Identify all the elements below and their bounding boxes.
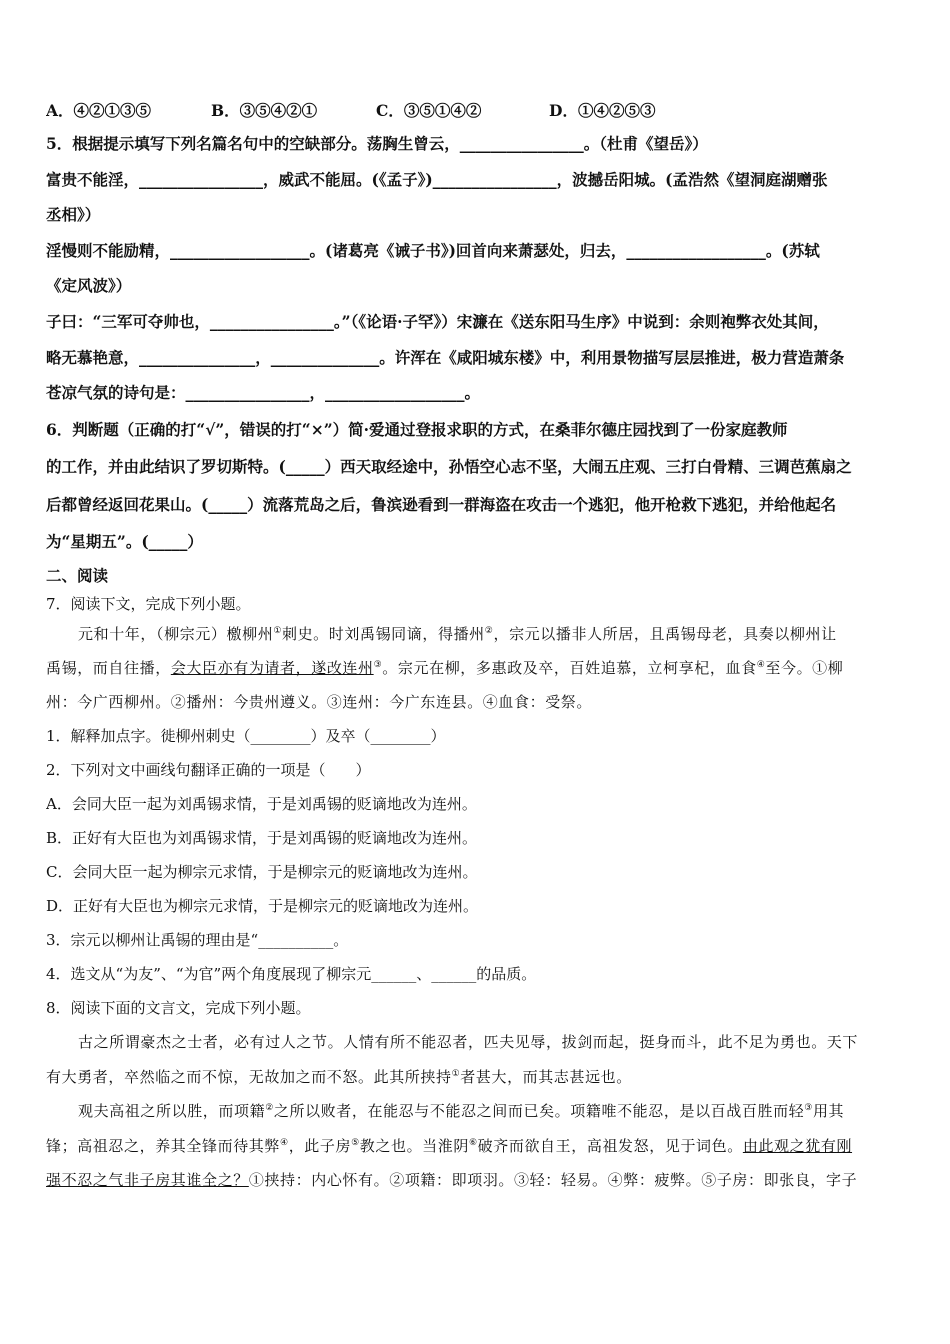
q7-sub-4: 4．选文从“为友”、“为官”两个角度展现了柳宗元______、______的品质。 [46,964,537,983]
question-6 [46,411,908,561]
footnote-mark: ③ [373,659,383,670]
q5-line: 子曰：“三军可夺帅也，________________。”（《论语·子罕》）宋濂在《送东阳马生序》中说到：余则袍弊衣处其间， [46,311,829,331]
q6-line: 的工作，并由此结识了罗切斯特。(_____）西天取经途中，孙悟空心志不坚，大闹五庄观、三打白骨精、三调芭蕉扇之 [46,457,852,477]
q6-line: 6．判断题（正确的打“√”，错误的打“×”）简·爱通过登报求职的方式，在桑菲尔德庄园找到了一份家庭教师 [46,419,788,439]
q7-intro: 7．阅读下文，完成下列小题。 [46,594,251,613]
q5-line: 丞相》） [46,205,101,225]
underlined-sentence: 强不忍之气非子房其谁全之？ [46,1171,249,1190]
underlined-sentence: 会大臣亦有为请者，遂改连州 [170,658,374,677]
footnote-mark: ③ [804,1103,813,1114]
question-8 [46,991,908,1198]
q7-sub-2: 2．下列对文中画线句翻译正确的一项是（ ） [46,760,371,779]
footnote-mark: ① [273,625,282,636]
question-5 [46,126,908,411]
q7-option-b[interactable]: B．正好有大臣也为刘禹锡求情，于是刘禹锡的贬谪地改为连州。 [46,828,478,847]
option-d[interactable]: D．①④②⑤③ [549,101,656,120]
question-7 [46,591,908,991]
q5-line: 淫慢则不能励精，__________________。(诸葛亮《诫子书》)回首向来萧瑟处，归去，__________________。(苏轼 [46,240,820,260]
footnote-mark: ⑥ [468,1137,478,1148]
q7-option-d[interactable]: D．正好有大臣也为柳宗元求情，于是柳宗元的贬谪地改为连州。 [46,896,479,915]
q8-passage-line: 强不忍之气非子房其谁全之？①挟持：内心怀有。②项籍：即项羽。③轻：轻易。④弊：疲弊。⑤子房：即张良，字子 [46,1171,858,1190]
q5-line: 略无慕艳意，_______________，______________。许浑在《咸阳城东楼》中，利用景物描写层层推进，极力营造萧条 [46,347,845,367]
footnote-mark: ② [484,625,494,636]
q5-line: 苍凉气氛的诗句是：________________，__________________。 [46,383,481,403]
q5-line: 《定风波》） [46,276,132,296]
section-title: 二、阅读 [46,565,109,585]
q7-option-a[interactable]: A．会同大臣一起为刘禹锡求情，于是刘禹锡的贬谪地改为连州。 [46,794,477,813]
q7-passage-line: 元和十年，（柳宗元）檄柳州①刺史。时刘禹锡同谪，得播州②，宗元以播非人所居，且禹锡母老，具奏以柳州让 [78,624,837,643]
q4-options [46,96,908,126]
footnote-mark: ④ [756,659,766,670]
option-a[interactable]: A．④②①③⑤ [46,101,152,120]
q5-line: 富贵不能淫，________________，威武不能屈。(《孟子》)________________，波撼岳阳城。(孟浩然《望洞庭湖赠张 [46,169,828,189]
q8-passage-line: 锋；高祖忍之，养其全锋而待其弊④，此子房⑤教之也。当淮阴⑥破齐而欲自王，高祖发怒，见于词色。由此观之犹有刚 [46,1136,853,1155]
exam-page [46,96,908,1198]
q7-sub-1: 1．解释加点字。徙柳州刺史（________）及卒（________） [46,726,446,745]
q7-sub-3: 3．宗元以柳州让禹锡的理由是“__________。 [46,930,349,949]
q7-option-c[interactable]: C．会同大臣一起为柳宗元求情，于是柳宗元的贬谪地改为连州。 [46,862,478,881]
footnote-mark: ① [451,1068,461,1079]
q7-footnotes: 州：今广西柳州。②播州：今贵州遵义。③连州：今广东连县。④血食：受祭。 [46,692,593,711]
q8-passage-line: 古之所谓豪杰之士者，必有过人之节。人情有所不能忍者，匹夫见辱，拔剑而起，挺身而斗，此不足为勇也。天下 [78,1033,859,1052]
q6-line: 后都曾经返回花果山。(_____）流落荒岛之后，鲁滨逊看到一群海盗在攻击一个逃犯，他开枪救下逃犯，并给他起名 [46,494,837,514]
footnote-mark: ② [265,1103,274,1114]
q8-passage-line: 有大勇者，卒然临之而不惊，无故加之而不怒。此其所挟持①者甚大，而其志甚远也。 [46,1067,632,1086]
q7-passage-line: 禹锡，而自往播，会大臣亦有为请者，遂改连州③。宗元在柳，多惠政及卒，百姓追慕，立柯享杞，血食④至今。①柳 [46,658,844,677]
footnote-mark: ④ [280,1137,289,1148]
q6-line: 为“星期五”。(_____） [46,532,203,552]
option-c[interactable]: C．③⑤①④② [376,101,482,120]
q8-passage-line: 观夫高祖之所以胜，而项籍②之所以败者，在能忍与不能忍之间而已矣。项籍唯不能忍，是以百战百胜而轻③用其 [78,1102,845,1121]
q8-intro: 8．阅读下面的文言文，完成下列小题。 [46,998,311,1017]
option-b[interactable]: B．③⑤④②① [211,101,318,120]
underlined-sentence: 由此观之犹有刚 [742,1136,853,1155]
q5-line: 5．根据提示填写下列名篇名句中的空缺部分。荡胸生曾云，________________。（杜甫《望岳》） [46,134,708,153]
footnote-mark: ⑤ [351,1137,360,1148]
